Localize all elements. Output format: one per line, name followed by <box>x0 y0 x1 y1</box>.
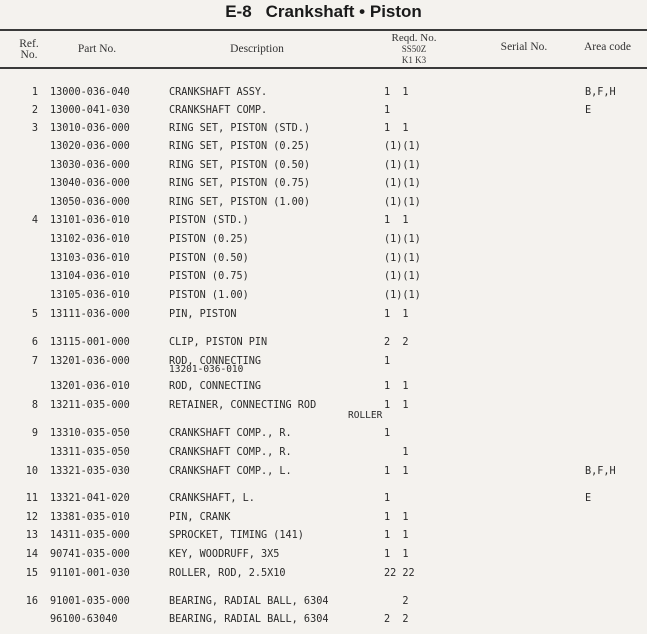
part-no-cell: 13201-036-000 <box>50 356 130 367</box>
reqd-model-header: SS50Z <box>401 44 427 54</box>
description-cell: PISTON (0.75) <box>169 271 249 282</box>
table-row <box>0 196 647 210</box>
reqd-qty-cell: (1)(1) <box>384 234 421 245</box>
description-header: Description <box>230 43 284 55</box>
reqd-qty-cell: 1 1 <box>384 87 409 98</box>
ref-no-header <box>14 39 44 61</box>
reqd-qty-cell: 1 1 <box>384 512 409 523</box>
part-no-cell: 13321-035-030 <box>50 466 130 477</box>
reqd-qty-cell: 1 1 <box>384 215 409 226</box>
header-bottom-rule <box>0 67 647 69</box>
table-row <box>0 465 647 479</box>
description-cell: PISTON (1.00) <box>169 290 249 301</box>
part-no-cell: 13311-035-050 <box>50 447 130 458</box>
table-row <box>0 446 647 460</box>
reqd-qty-cell: 1 1 <box>384 381 409 392</box>
reqd-no-header-line1: Reqd. No. <box>391 32 437 44</box>
part-no-cell: 13111-036-000 <box>50 309 130 320</box>
ref-no-cell: 10 <box>25 466 38 477</box>
area-code-cell: B,F,H <box>585 87 616 98</box>
table-row <box>0 233 647 247</box>
part-no-cell: 13201-036-010 <box>50 381 130 392</box>
ref-no-cell: 15 <box>25 568 38 579</box>
description-cell: BEARING, RADIAL BALL, 6304 <box>169 596 329 607</box>
reqd-qty-cell: 1 1 <box>384 400 409 411</box>
part-no-cell: 13000-036-040 <box>50 87 130 98</box>
part-no-cell: 13310-035-050 <box>50 428 130 439</box>
reqd-qty-cell: (1)(1) <box>384 160 421 171</box>
table-row <box>0 104 647 118</box>
ref-no-cell: 1 <box>31 87 38 98</box>
table-row <box>0 270 647 284</box>
table-row <box>0 289 647 303</box>
part-no-cell: 91001-035-000 <box>50 596 130 607</box>
reqd-qty-cell: 1 <box>384 105 391 116</box>
part-no-cell: 96100-63040 <box>50 614 118 625</box>
reqd-qty-cell: 1 1 <box>384 309 409 320</box>
table-row <box>0 492 647 506</box>
part-no-cell: 90741-035-000 <box>50 549 130 560</box>
description-cell: KEY, WOODRUFF, 3X5 <box>169 549 280 560</box>
table-row <box>0 308 647 322</box>
ref-no-cell: 6 <box>31 337 38 348</box>
reqd-qty-cell: 1 <box>384 356 391 367</box>
ref-no-cell: 2 <box>31 105 38 116</box>
ref-no-cell: 13 <box>25 530 38 541</box>
reqd-qty-cell: (1)(1) <box>384 178 421 189</box>
description-cell: PISTON (0.50) <box>169 253 249 264</box>
reqd-no-header <box>378 33 450 66</box>
ref-no-cell: 8 <box>31 400 38 411</box>
description-subnote: 13201-036-010 <box>169 364 244 375</box>
part-no-cell: 13115-001-000 <box>50 337 130 348</box>
table-row <box>0 399 647 421</box>
ref-no-header-line1: Ref. <box>19 38 39 50</box>
table-row <box>0 380 647 394</box>
description-cell: ROD, CONNECTING <box>169 356 262 367</box>
description-continuation: ROLLER <box>348 410 383 421</box>
part-no-cell: 13000-041-030 <box>50 105 130 116</box>
table-row <box>0 595 647 609</box>
part-no-header: Part No. <box>77 43 117 55</box>
reqd-qty-cell: (1)(1) <box>384 271 421 282</box>
description-cell: CRANKSHAFT COMP., R. <box>169 447 292 458</box>
description-cell: CRANKSHAFT COMP. <box>169 105 268 116</box>
description-cell: RETAINER, CONNECTING ROD <box>169 400 317 411</box>
part-no-cell: 13104-036-010 <box>50 271 130 282</box>
reqd-qty-cell: 1 1 <box>384 466 409 477</box>
ref-no-header-line2: No. <box>20 49 38 61</box>
reqd-qty-cell: 1 <box>384 428 391 439</box>
reqd-qty-cell: (1)(1) <box>384 253 421 264</box>
reqd-qty-cell: (1)(1) <box>384 290 421 301</box>
table-row <box>0 252 647 266</box>
ref-no-cell: 16 <box>25 596 38 607</box>
table-row <box>0 336 647 350</box>
part-no-cell: 13321-041-020 <box>50 493 130 504</box>
reqd-qty-cell: 1 1 <box>384 123 409 134</box>
ref-no-cell: 7 <box>31 356 38 367</box>
area-code-cell: E <box>585 105 592 116</box>
description-cell: CRANKSHAFT, L. <box>169 493 255 504</box>
part-no-cell: 13102-036-010 <box>50 234 130 245</box>
description-cell: CRANKSHAFT ASSY. <box>169 87 268 98</box>
ref-no-cell: 14 <box>25 549 38 560</box>
description-cell: CRANKSHAFT COMP., R. <box>169 428 292 439</box>
table-row <box>0 355 647 375</box>
description-cell: SPROCKET, TIMING (141) <box>169 530 304 541</box>
part-no-cell: 13381-035-010 <box>50 512 130 523</box>
description-cell: CRANKSHAFT COMP., L. <box>169 466 292 477</box>
table-row <box>0 548 647 562</box>
area-code-cell: E <box>585 493 592 504</box>
table-row <box>0 613 647 627</box>
table-row <box>0 122 647 136</box>
ref-no-cell: 5 <box>31 309 38 320</box>
ref-no-cell: 11 <box>25 493 38 504</box>
table-row <box>0 159 647 173</box>
table-row <box>0 427 647 441</box>
description-cell: RING SET, PISTON (0.25) <box>169 141 311 152</box>
description-cell: PISTON (STD.) <box>169 215 249 226</box>
part-no-cell: 13105-036-010 <box>50 290 130 301</box>
part-no-cell: 13040-036-000 <box>50 178 130 189</box>
serial-no-header: Serial No. <box>500 41 548 53</box>
description-cell: RING SET, PISTON (1.00) <box>169 197 311 208</box>
area-code-header: Area code <box>584 41 631 53</box>
description-cell: RING SET, PISTON (0.50) <box>169 160 311 171</box>
part-no-cell: 13103-036-010 <box>50 253 130 264</box>
part-no-cell: 13211-035-000 <box>50 400 130 411</box>
table-row <box>0 177 647 191</box>
reqd-qty-cell: 2 2 <box>384 337 409 348</box>
description-cell: RING SET, PISTON (STD.) <box>169 123 311 134</box>
reqd-qty-cell: 22 22 <box>384 568 415 579</box>
description-cell: PIN, PISTON <box>169 309 237 320</box>
reqd-qty-cell: 1 1 <box>384 530 409 541</box>
area-code-cell: B,F,H <box>585 466 616 477</box>
table-row <box>0 214 647 228</box>
reqd-qty-cell: (1)(1) <box>384 141 421 152</box>
title-code: E-8 <box>225 2 252 21</box>
part-no-cell: 13020-036-000 <box>50 141 130 152</box>
part-no-cell: 14311-035-000 <box>50 530 130 541</box>
description-cell: ROD, CONNECTING <box>169 381 262 392</box>
description-cell: ROLLER, ROD, 2.5X10 <box>169 568 286 579</box>
description-cell: PISTON (0.25) <box>169 234 249 245</box>
reqd-qty-cell: 2 <box>384 596 409 607</box>
part-no-cell: 91101-001-030 <box>50 568 130 579</box>
reqd-qty-cell: 2 2 <box>384 614 409 625</box>
table-row <box>0 511 647 525</box>
reqd-qty-cell: 1 <box>384 493 391 504</box>
ref-no-cell: 12 <box>25 512 38 523</box>
reqd-qty-cell: 1 1 <box>384 549 409 560</box>
part-no-cell: 13030-036-000 <box>50 160 130 171</box>
header-top-rule <box>0 29 647 31</box>
part-no-cell: 13010-036-000 <box>50 123 130 134</box>
table-row <box>0 86 647 100</box>
ref-no-cell: 4 <box>31 215 38 226</box>
description-cell: PIN, CRANK <box>169 512 231 523</box>
reqd-variants-header: K1 K3 <box>401 55 427 65</box>
part-no-cell: 13050-036-000 <box>50 197 130 208</box>
ref-no-cell: 9 <box>31 428 38 439</box>
table-row <box>0 529 647 543</box>
page-title <box>0 0 647 24</box>
description-cell: CLIP, PISTON PIN <box>169 337 268 348</box>
description-cell: RING SET, PISTON (0.75) <box>169 178 311 189</box>
reqd-qty-cell: (1)(1) <box>384 197 421 208</box>
reqd-qty-cell: 1 <box>384 447 409 458</box>
description-cell: BEARING, RADIAL BALL, 6304 <box>169 614 329 625</box>
part-no-cell: 13101-036-010 <box>50 215 130 226</box>
table-row <box>0 567 647 581</box>
title-text: Crankshaft • Piston <box>265 2 422 21</box>
ref-no-cell: 3 <box>31 123 38 134</box>
table-row <box>0 140 647 154</box>
